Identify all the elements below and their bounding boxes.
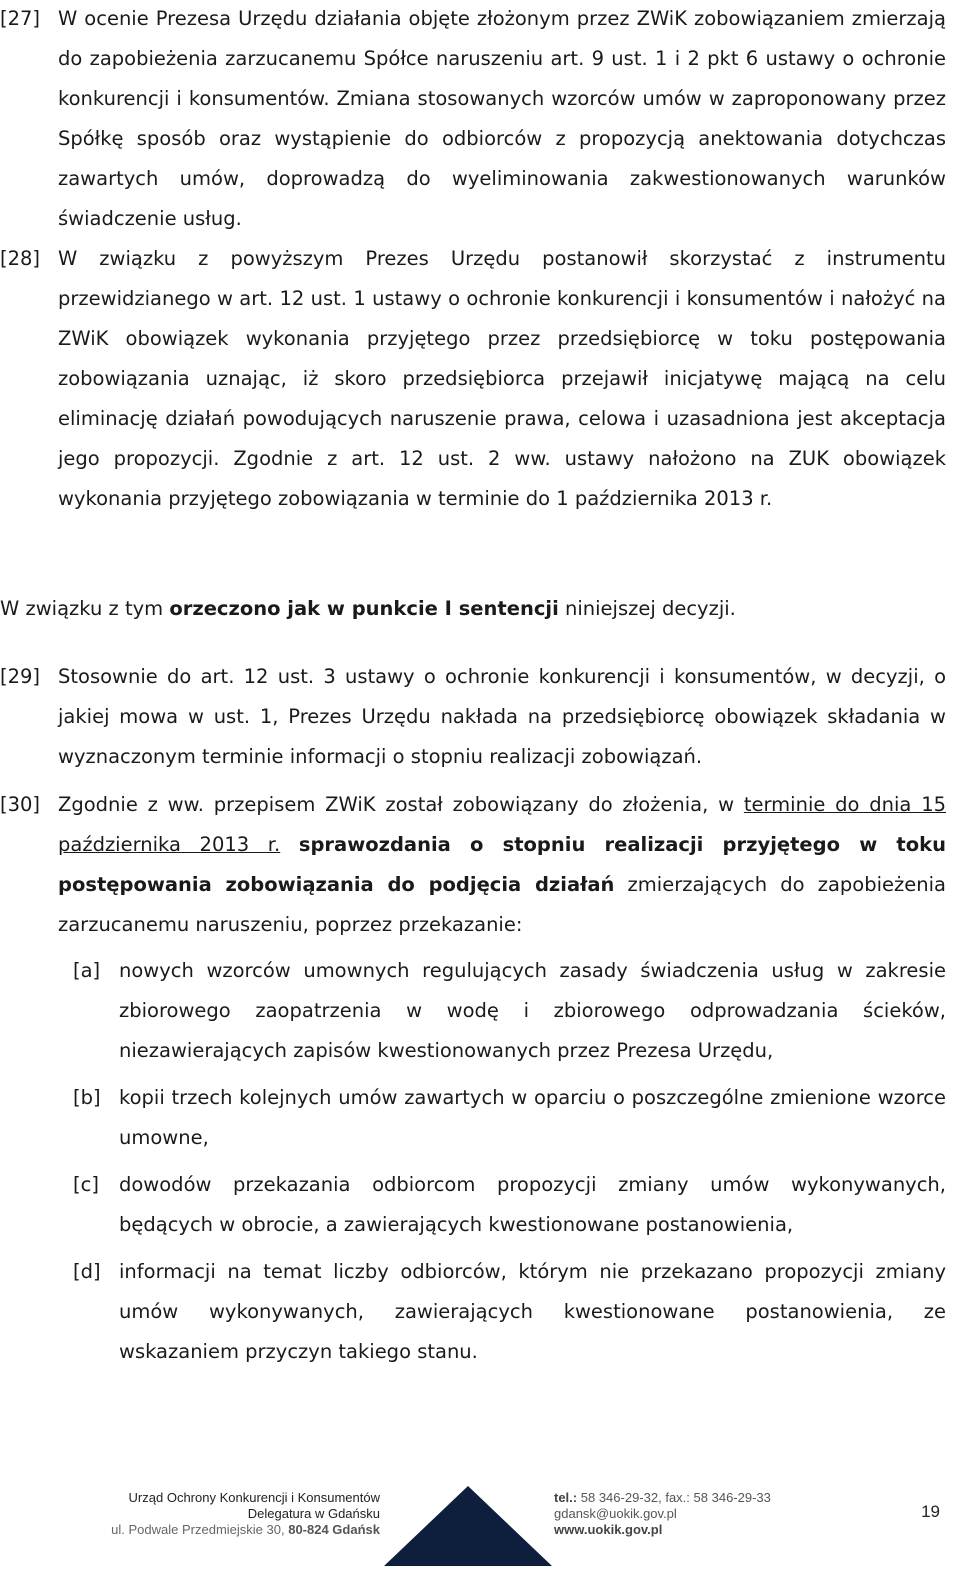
paragraph-text: Stosownie do art. 12 ust. 3 ustawy o ochronie konkurencji i konsumentów, w decyzji, o jakiej mowa w ust. 1, Prezes Urzędu nakłada na przedsiębiorcę obowiązek składania w wyznaczonym terminie informacji o stopniu realizacji zobowiązań. <box>58 665 946 768</box>
list-item-text: nowych wzorców umownych regulujących zasady świadczenia usług w zakresie zbiorowego zaopatrzenia w wodę i zbiorowego odprowadzania ścieków, niezawierających zapisów kwestionowanych przez Prezesa Urzędu, <box>119 959 946 1062</box>
footer-tel: 58 346-29-32, <box>580 1490 662 1505</box>
footer-address <box>111 1490 380 1538</box>
paragraph-27 <box>0 0 946 239</box>
list-item-text: kopii trzech kolejnych umów zawartych w oparciu o poszczególne zmienione wzorce umowne, <box>119 1086 946 1149</box>
paragraph-number: [27] <box>0 7 41 30</box>
p30-bold: sprawozdania o stopniu realizacji przyjętego w toku postępowania zobowiązania do podjęcia działań <box>58 833 947 896</box>
footer-email: gdansk@uokik.gov.pl <box>554 1506 677 1521</box>
conclusion-sentence <box>0 589 736 629</box>
list-item-number: [b] <box>73 1086 101 1109</box>
paragraph-text <box>58 785 946 945</box>
paragraph-text: W ocenie Prezesa Urzędu działania objęte złożonym przez ZWiK zobowiązaniem zmierzają do zapobieżenia zarzucanemu Spółce naruszeniu art. 9 ust. 1 i 2 pkt 6 ustawy o ochronie konkurencji i konsumentów. Zmiana stosowanych wzorców umów w zaproponowany przez Spółkę sposób oraz wystąpienie do odbiorców z propozycją anektowania dotychczas zawartych umów, doprowadzą do wyeliminowania zakwestionowanych warunków świadczenie usług. <box>58 7 946 230</box>
footer-fax: 58 346-29-33 <box>693 1490 771 1505</box>
p30-text-3: zmierzających do zapobieżenia zarzucanemu naruszeniu, poprzez przekazanie: <box>58 873 946 936</box>
p30-text-1: Zgodnie z ww. przepisem ZWiK został zobowiązany do złożenia, w <box>58 793 744 816</box>
footer-street: ul. Podwale Przedmiejskie 30, <box>111 1522 285 1537</box>
page-footer <box>0 1480 960 1590</box>
list-item-text: informacji na temat liczby odbiorców, którym nie przekazano propozycji zmiany umów wykonywanych, zawierających kwestionowane postanowienia, ze wskazaniem przyczyn takiego stanu. <box>119 1260 946 1363</box>
p30-deadline: terminie do dnia 15 października 2013 r. <box>58 793 947 856</box>
footer-org: Urząd Ochrony Konkurencji i Konsumentów <box>128 1490 380 1505</box>
list-item-text: dowodów przekazania odbiorcom propozycji zmiany umów wykonywanych, będących w obrocie, a zawierających kwestionowane postanowienia, <box>119 1173 946 1236</box>
list-item-d <box>73 1252 946 1372</box>
paragraph-number: [29] <box>0 665 41 688</box>
footer-fax-label: fax.: <box>665 1490 690 1505</box>
list-item-number: [c] <box>73 1173 99 1196</box>
list-item-c <box>73 1165 946 1245</box>
footer-zip: 80-824 Gdańsk <box>288 1522 380 1537</box>
uokik-logo-icon <box>382 1484 554 1568</box>
p30-text-2 <box>280 833 299 856</box>
page-number: 19 <box>921 1502 940 1521</box>
paragraph-28 <box>0 239 946 519</box>
paragraph-30 <box>0 785 946 945</box>
list-item-number: [d] <box>73 1260 101 1283</box>
list-item-b <box>73 1078 946 1158</box>
footer-branch: Delegatura w Gdańsku <box>247 1506 380 1521</box>
list-item-a <box>73 951 946 1071</box>
footer-web: www.uokik.gov.pl <box>554 1522 663 1537</box>
paragraph-text: W związku z powyższym Prezes Urzędu postanowił skorzystać z instrumentu przewidzianego w art. 12 ust. 1 ustawy o ochronie konkurencji i konsumentów i nałożyć na ZWiK obowiązek wykonania przyjętego przez przedsiębiorcę w toku postępowania zobowiązania uznając, iż skoro przedsiębiorca przejawił inicjatywę mającą na celu eliminację działań powodujących naruszenie prawa, celowa i uzasadniona jest akceptacja jego propozycji. Zgodnie z art. 12 ust. 2 ww. ustawy nałożono na ZUK obowiązek wykonania przyjętego zobowiązania w terminie do 1 października 2013 r. <box>58 247 946 510</box>
paragraph-number: [28] <box>0 247 41 270</box>
footer-contact <box>554 1490 771 1538</box>
paragraph-number: [30] <box>0 793 41 816</box>
paragraph-29 <box>0 657 946 777</box>
conclusion-before: W związku z tym <box>0 597 170 620</box>
footer-tel-label: tel.: <box>554 1490 578 1505</box>
conclusion-bold: orzeczono jak w punkcie I sentencji <box>169 597 559 620</box>
list-item-number: [a] <box>73 959 101 982</box>
conclusion-after: niniejszej decyzji. <box>558 597 736 620</box>
